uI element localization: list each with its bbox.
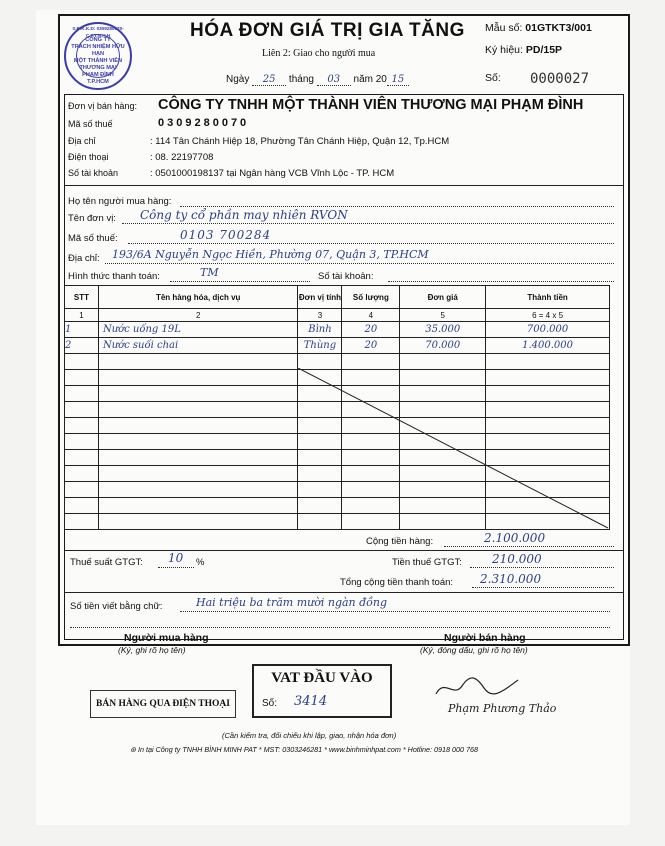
seal-text-line: PHẠM ĐÌNH [82,72,114,78]
cell-unit: Thùng [298,338,342,354]
col-header-stt: STT [65,286,99,309]
seller-tax-label: Mã số thuế [68,119,113,129]
seller-sign-note: (Ký, đóng dấu, ghi rõ họ tên) [420,645,528,655]
cell-amount: 1.400.000 [486,338,610,354]
buyer-unit-label: Tên đơn vị: [68,213,116,224]
buyer-address-line [105,263,614,264]
amount-in-words: Hai triệu ba trăm mười ngàn đồng [196,596,388,609]
buyer-address: 193/6A Nguyễn Ngọc Hiền, Phường 07, Quận 3, TP.HCM [112,248,429,261]
payment-method: TM [200,266,219,279]
vat-amount-label: Tiền thuế GTGT: [392,557,462,568]
buyer-tax: 0103 700284 [180,228,272,242]
payment-line [170,281,310,282]
table-row [65,338,610,354]
seal-rim-bottom: T.P.HCM [87,79,109,85]
buyer-address-label: Địa chỉ: [68,253,100,264]
section-divider [64,185,624,186]
seal-text-line: CÔNG TY [85,37,111,43]
seller-sign-title: Người bán hàng [444,632,526,644]
cell-empty [98,402,298,418]
col-header-unit: Đơn vị tính [298,286,342,309]
payment-label: Hình thức thanh toán: [68,271,160,282]
vat-input-stamp [252,664,392,718]
cell-empty [65,370,99,386]
col-header-name: Tên hàng hóa, dịch vụ [98,286,298,309]
cell-empty [65,482,99,498]
cell-empty [65,450,99,466]
cell-empty [65,434,99,450]
subtotal-line [444,546,614,547]
vat-rate-label: Thuế suất GTGT: [70,557,143,568]
buyer-tax-line [128,243,614,244]
vat-amount-line [470,567,614,568]
table-row [65,322,610,338]
buyer-unit: Công ty cổ phần may nhiên RVON [140,208,348,222]
seller-account: : 0501000198137 tại Ngân hàng VCB Vĩnh Lộc - TP. HCM [150,168,395,179]
vat-amount: 210.000 [492,552,542,566]
cell-price: 70.000 [400,338,486,354]
seller-address: : 114 Tân Chánh Hiệp 18, Phường Tân Chánh Hiệp, Quận 12, Tp.HCM [150,136,450,147]
cell-empty [65,354,99,370]
seller-phone: : 08. 22197708 [150,152,214,163]
seller-name: CÔNG TY TNHH MỘT THÀNH VIÊN THƯƠNG MẠI PHẠM ĐÌNH [158,97,584,113]
subtotal-label: Cộng tiền hàng: [366,536,434,547]
vat-rate-line [158,567,194,568]
cell-empty [65,466,99,482]
company-seal [64,22,132,90]
total-line [472,587,614,588]
words-label: Số tiền viết bằng chữ: [70,601,163,612]
buyer-name-line [180,206,614,207]
cell-empty [98,450,298,466]
col-header-price: Đơn giá [400,286,486,309]
cell-empty [65,418,99,434]
cell-empty [65,498,99,514]
cell-empty [98,370,298,386]
cell-empty [98,386,298,402]
vat-input-title: VAT ĐẦU VÀO [271,670,373,686]
cell-amount: 700.000 [486,322,610,338]
buyer-tax-label: Mã số thuế: [68,233,118,244]
cell-empty [98,354,298,370]
cell-name: Nước suối chai [98,338,298,354]
buyer-sign-title: Người mua hàng [124,632,209,644]
invoice-title: HÓA ĐƠN GIÁ TRỊ GIA TĂNG [190,20,465,41]
check-note: (Cần kiểm tra, đối chiếu khi lập, giao, nhận hóa đơn) [222,731,397,740]
words-divider [64,592,624,593]
seller-signature-name: Phạm Phương Thảo [448,702,557,715]
cell-qty: 20 [342,322,400,338]
seller-label: Đơn vị bán hàng: [68,101,137,111]
cell-qty: 20 [342,338,400,354]
seller-tax: 0309280070 [158,117,250,129]
col-header-qty: Số lượng [342,286,400,309]
date-year: 15 [387,74,409,86]
vat-input-no: 3414 [294,694,328,709]
seller-account-label: Số tài khoản [68,168,119,178]
col-header-amount: Thành tiền [486,286,610,309]
buyer-sign-note: (Ký, ghi rõ họ tên) [118,645,186,655]
buyer-account-label: Số tài khoản: [318,271,374,282]
invoice-number: 0000027 [530,71,590,87]
date-month: 03 [317,74,351,86]
cell-name: Nước uống 19L [98,322,298,338]
seller-phone-label: Điện thoại [68,152,109,162]
vat-input-no-label: Số: [262,698,278,709]
cell-empty [98,466,298,482]
words-line-2 [70,627,610,628]
subtotal-value: 2.100.000 [484,531,546,545]
buyer-account-line [388,281,614,282]
buyer-name-label: Họ tên người mua hàng: [68,196,172,207]
seller-address-label: Địa chỉ [68,136,96,146]
buyer-unit-line [122,223,614,224]
cell-empty [98,482,298,498]
cell-empty [98,498,298,514]
words-line [180,611,610,612]
cell-unit: Bình [298,322,342,338]
seal-text-line: TRÁCH NHIỆM HỮU HẠN [71,44,125,57]
cell-empty [65,402,99,418]
vat-pct: % [196,557,205,568]
table-colnum-row: 1 2 3 4 5 6 = 4 x 5 [65,309,610,322]
cell-stt: 2 [65,338,99,354]
vat-rate: 10 [168,551,184,565]
invoice-number-label: Số: [485,72,501,84]
seal-rim-text: S.Đ.K.K.D: 0309280070-C.T.T.N.H.H [72,26,124,38]
phone-sale-stamp: BÁN HÀNG QUA ĐIỆN THOẠI [90,690,236,718]
seller-signature-scribble [432,672,522,702]
cell-stt: 1 [65,322,99,338]
cell-empty [98,418,298,434]
printer-logo-icon: ⊛ [130,745,137,754]
cell-empty [98,514,298,530]
table-header-row [65,286,610,309]
cell-price: 35.000 [400,322,486,338]
form-number: Mẫu số: 01GTKT3/001 [485,22,592,34]
seal-text-line: MỘT THÀNH VIÊN [73,58,123,64]
table-strike-line [298,368,610,530]
date-day: 25 [252,74,286,86]
total-label: Tổng cộng tiền thanh toán: [340,577,454,588]
total-value: 2.310.000 [480,572,542,586]
seal-text-line: THƯƠNG MẠI [79,65,117,71]
copy-label: Liên 2: Giao cho người mua [262,48,376,59]
totals-divider [64,550,624,551]
cell-empty [65,386,99,402]
invoice-date: Ngày 25 tháng 03 năm 20 15 [226,74,409,86]
cell-empty [98,434,298,450]
invoice-symbol: Ký hiệu: PD/15P [485,44,563,56]
cell-empty [65,514,99,530]
printer-info: ⊛ In tại Công ty TNHH BÌNH MINH PAT * MST: 0303246281 * www.binhminhpat.com * Hotline: 0918 000 768 [130,745,478,754]
